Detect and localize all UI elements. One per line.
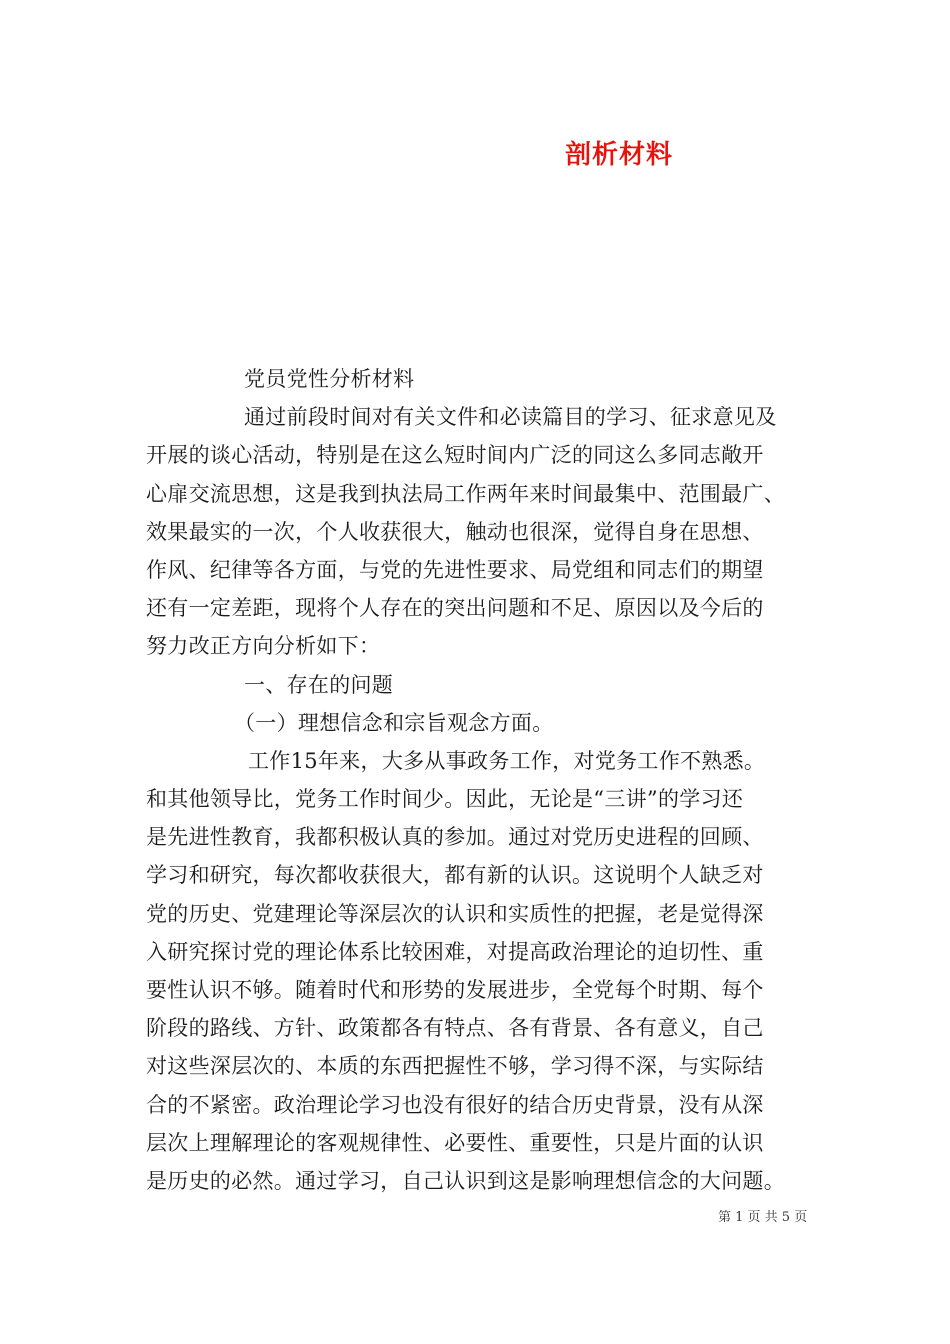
paragraph-line: 是先进性教育，我都积极认真的参加。通过对党历史进程的回顾、 — [146, 825, 764, 850]
paragraph-line: 努力改正方向分析如下： — [146, 634, 381, 659]
paragraph-line: 开展的谈心活动，特别是在这么短时间内广泛的同这么多同志敞开 — [146, 443, 764, 468]
paragraph-line: 和其他领导比，党务工作时间少。因此，无论是“三讲”的学习还 — [146, 787, 744, 812]
paragraph-line: 工作15年来，大多从事政务工作，对党务工作不熟悉。 — [248, 748, 766, 773]
paragraph-line: 合的不紧密。政治理论学习也没有很好的结合历史背景，没有从深 — [146, 1092, 764, 1117]
paragraph-line: 学习和研究，每次都收获很大，都有新的认识。这说明个人缺乏对 — [146, 863, 764, 888]
section-heading: 党员党性分析材料 — [244, 367, 415, 391]
document-body — [146, 360, 826, 1200]
paragraph-line: 效果最实的一次，个人收获很大，触动也很深，觉得自身在思想、 — [146, 519, 764, 544]
paragraph-line: 通过前段时间对有关文件和必读篇目的学习、征求意见及 — [244, 405, 777, 430]
paragraph-line: 阶段的路线、方针、政策都各有特点、各有背景、各有意义，自己 — [146, 1016, 764, 1041]
paragraph-line: 入研究探讨党的理论体系比较困难，对提高政治理论的迫切性、重 — [146, 939, 764, 964]
paragraph-line: 是历史的必然。通过学习，自己认识到这是影响理想信念的大问题。 — [146, 1168, 785, 1193]
paragraph-line: 层次上理解理论的客观规律性、必要性、重要性，只是片面的认识 — [146, 1130, 764, 1155]
page-number: 第 1 页 共 5 页 — [718, 1210, 808, 1225]
paragraph-line: 要性认识不够。随着时代和形势的发展进步，全党每个时期、每个 — [146, 978, 764, 1002]
paragraph-line: 对这些深层次的、本质的东西把握性不够，学习得不深，与实际结 — [146, 1054, 764, 1079]
paragraph-line: 党的历史、党建理论等深层次的认识和实质性的把握，老是觉得深 — [146, 901, 764, 926]
subsection-heading: （一）理想信念和宗旨观念方面。 — [234, 710, 554, 735]
paragraph-line: 还有一定差距，现将个人存在的突出问题和不足、原因以及今后的 — [146, 596, 764, 621]
document-title: 剖析材料 — [565, 140, 674, 170]
section-heading: 一、存在的问题 — [244, 672, 394, 697]
paragraph-line: 心扉交流思想，这是我到执法局工作两年来时间最集中、范围最广、 — [146, 481, 785, 506]
paragraph-line: 作风、纪律等各方面，与党的先进性要求、局党组和同志们的期望 — [146, 557, 764, 582]
